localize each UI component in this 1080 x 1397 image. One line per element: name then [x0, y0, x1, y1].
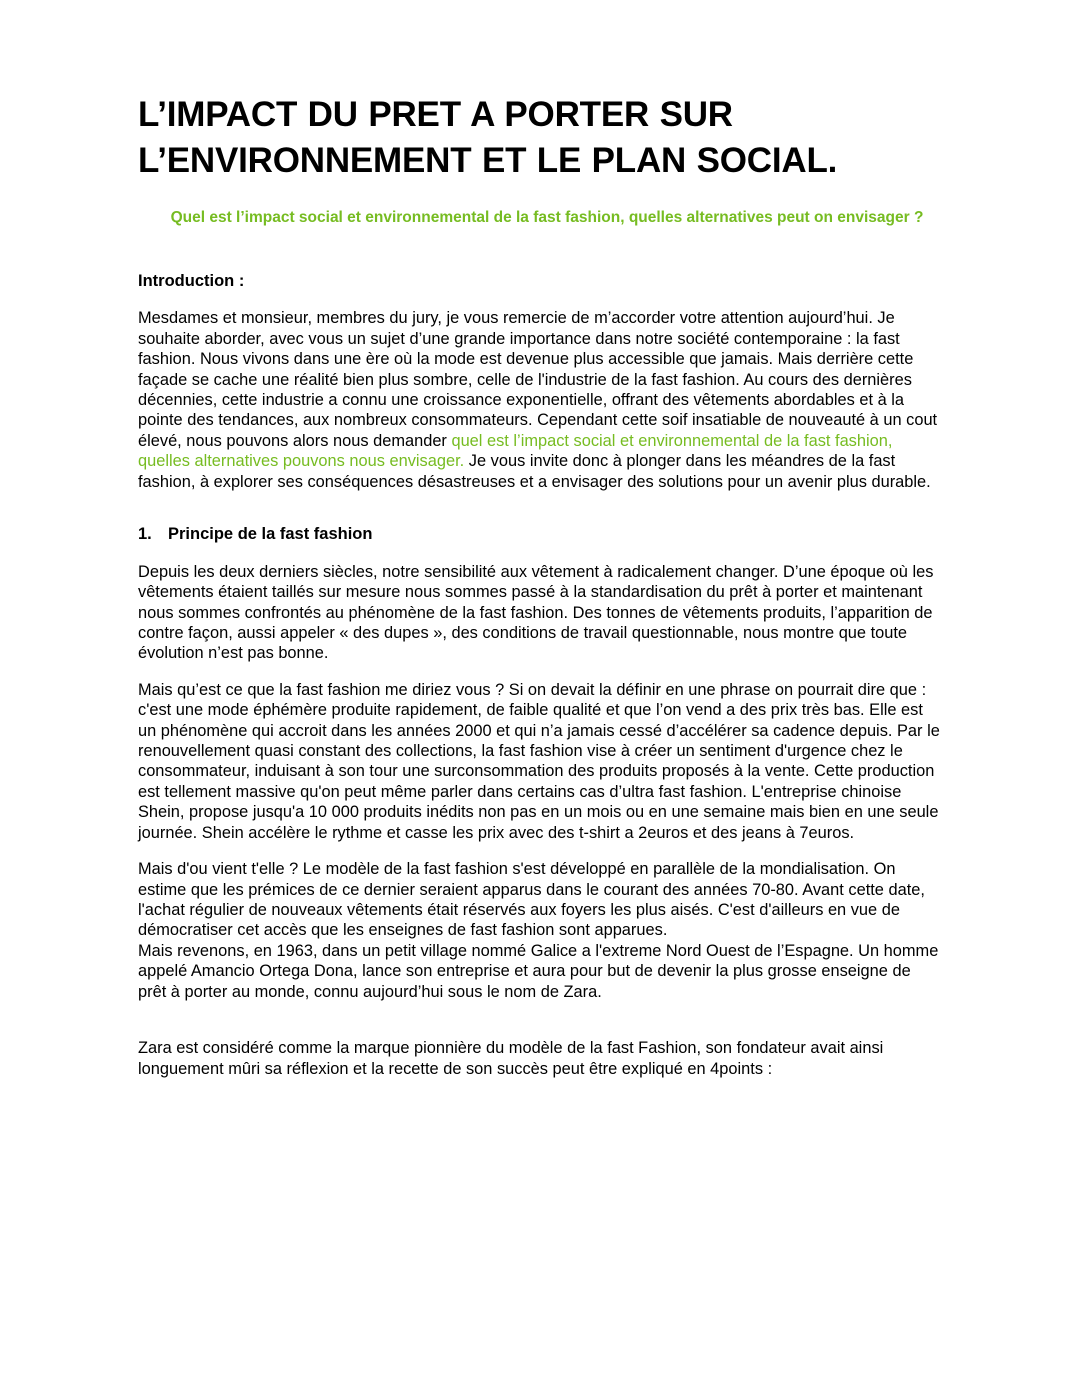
page-title: L’IMPACT DU PRET A PORTER SUR L’ENVIRONNEMENT ET LE PLAN SOCIAL.: [138, 95, 838, 180]
intro-text-before-highlight: Mesdames et monsieur, membres du jury, je vous remercie de m’accorder votre attention aujourd’hui. Je souhaite aborder, avec vous un sujet d’une grande importance dans notre société contemporaine : la fast fashion. Nous vivons dans une ère où la mode est devenue plus accessible que jamais. Mais derrière cette façade se cache une réalité bien plus sombre, celle de l'industrie de la fast fashion. Au cours des dernières décennies, cette industrie a connu une croissance exponentielle, offrant des vêtements abordables et à la pointe des tendances, aux nombreux consommateurs. Cependant cette soif insatiable de nouveauté à un cout élevé, nous pouvons alors nous demander: [138, 309, 938, 450]
paragraph-section1-3: [138, 859, 942, 1002]
document-subtitle: Quel est l’impact social et environnemental de la fast fashion, quelles alternatives peut on envisager ?: [170, 209, 924, 226]
document-content: [138, 92, 942, 1079]
intro-highlighted-question: quel est l’impact social et environnemental de la fast fashion, quelles alternatives pouvons nous envisager.: [138, 431, 893, 471]
intro-text-after-highlight: Je vous invite donc à plonger dans les méandres de la fast fashion, à explorer ses conséquences désastreuses et a envisager des solutions pour un avenir plus durable.: [138, 452, 931, 491]
paragraph-section1-4: Zara est considéré comme la marque pionnière du modèle de la fast Fashion, son fondateur avait ainsi longuement mûri sa réflexion et la recette de son succès peut être expliqué en 4points :: [138, 1039, 884, 1078]
heading-section-1: [138, 524, 942, 545]
paragraph-section1-1: Depuis les deux derniers siècles, notre sensibilité aux vêtement à radicalement changer. D’une époque où les vêtements étaient taillés sur mesure nous sommes passé à la standardisation du prêt à porter et maintenant nous sommes confrontés au phénomène de la fast fashion. Des tonnes de vêtements produits, l’apparition de contre façon, aussi appeler « des dupes », des conditions de travail questionnable, nous montre que toute évolution n’est pas bonne.: [138, 562, 934, 663]
paragraph-section1-2: Mais qu’est ce que la fast fashion me diriez vous ? Si on devait la définir en une phrase on pourrait dire que : c'est une mode éphémère produite rapidement, de faible qualité et que l’on vend a des prix très bas. Elle est un phénomène qui accroit dans les années 2000 et qui n’a jamais cessé d’accélérer sa cadence depuis. Par le renouvellement quasi constant des collections, la fast fashion vise à créer un sentiment d'urgence chez le consommateur, induisant à son tour une surconsommation des produits proposés à la vente. Cette production est tellement massive qu'on peut même parler dans certains cas d’ultra fast fashion. L'entreprise chinoise Shein, propose jusqu'a 10 000 produits inédits non pas en un mois ou en une semaine mais bien en une seule journée. Shein accélère le rythme et casse les prix avec des t-shirt a 2euros et des jeans à 7euros.: [138, 680, 940, 842]
paragraph-section1-3-line2: Mais revenons, en 1963, dans un petit village nommé Galice a l'extreme Nord Ouest de l’Espagne. Un homme appelé Amancio Ortega Dona, lance son entreprise et aura pour but de devenir la plus grosse enseigne de prêt à porter au monde, connu aujourd’hui sous le nom de Zara.: [138, 941, 939, 1001]
section-1-number: 1.: [138, 525, 152, 544]
paragraph-section1-3-line1: Mais d'ou vient t'elle ? Le modèle de la fast fashion s'est développé en parallèle de la mondialisation. On estime que les prémices de ce dernier seraient apparus dans le courant des années 70-80. Avant cette date, l'achat régulier de nouveaux vêtements était réservés aux foyers les plus aisés. C'est d'ailleurs en vue de démocratiser cet accès que les enseignes de fast fashion sont apparues.: [138, 860, 925, 940]
paragraph-introduction: [138, 308, 942, 492]
heading-introduction: Introduction :: [138, 271, 245, 290]
section-1-label: Principe de la fast fashion: [168, 525, 373, 544]
